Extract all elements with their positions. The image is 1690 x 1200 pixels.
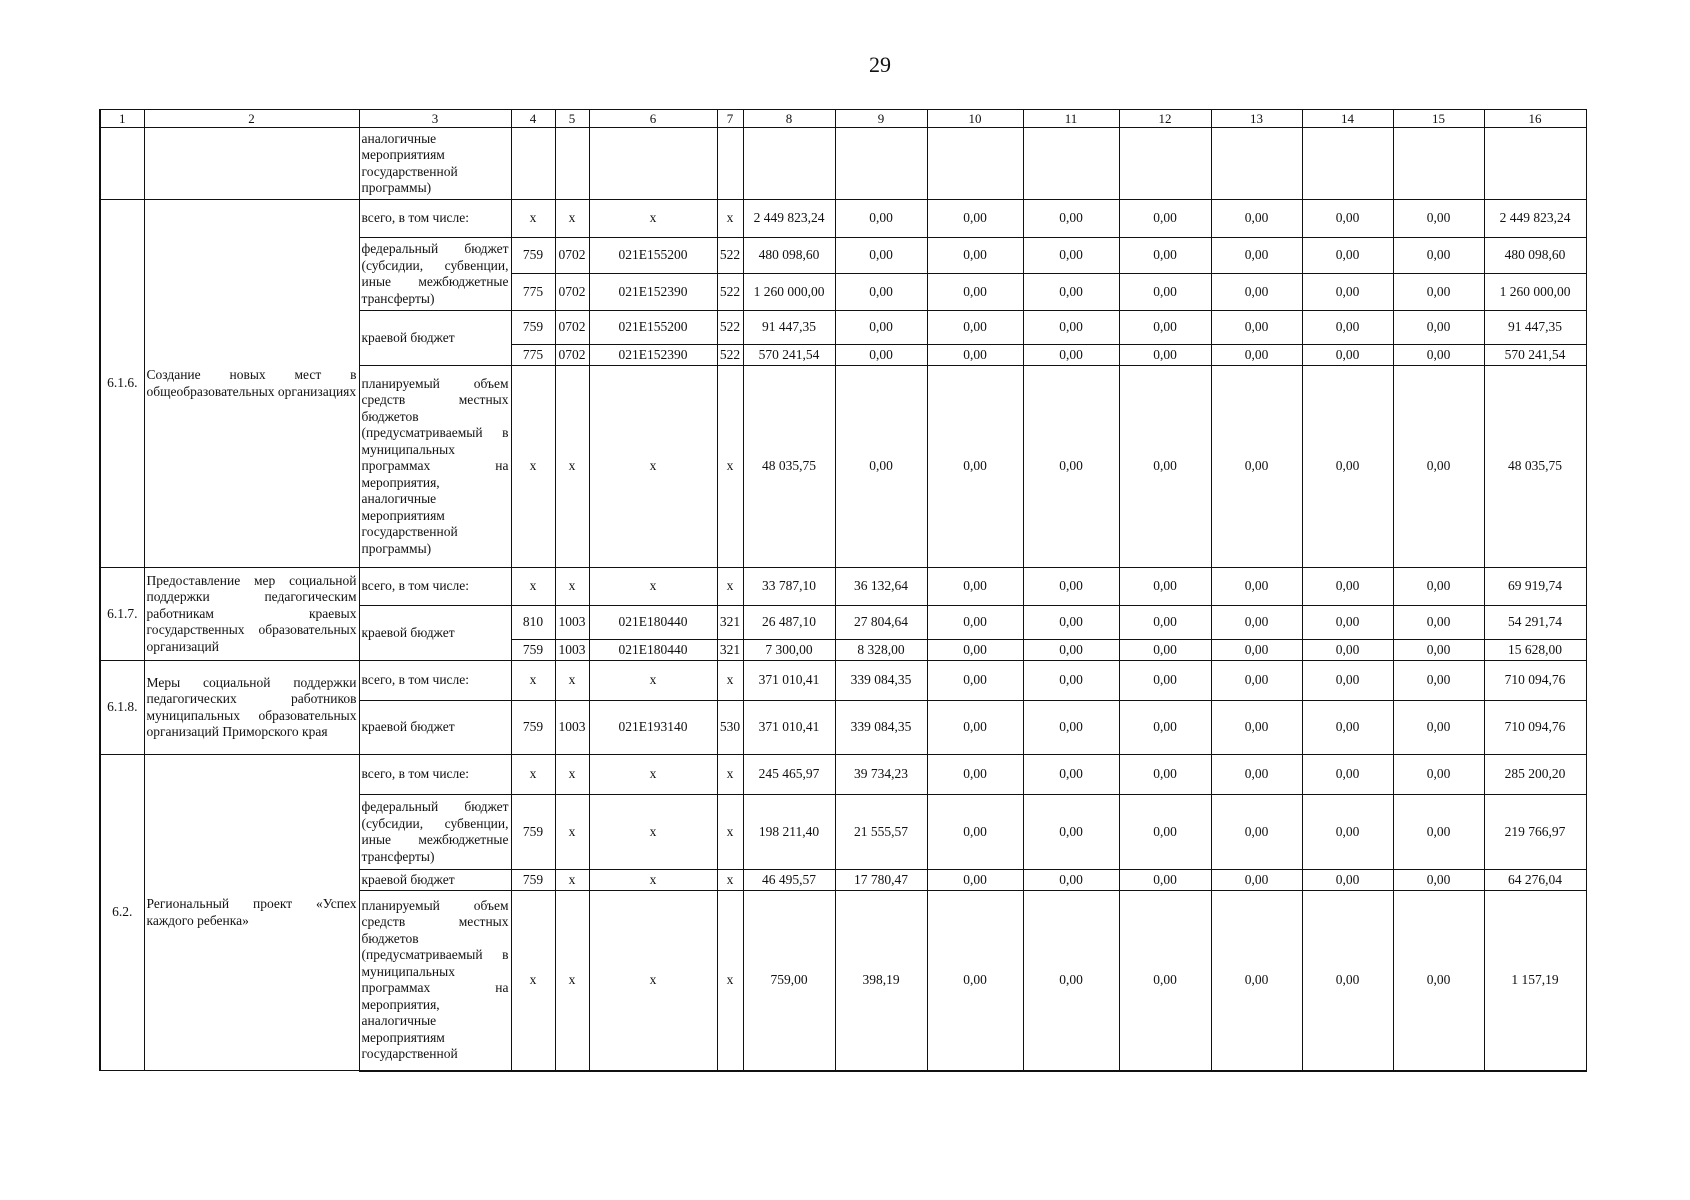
- value-cell: 0,00: [1302, 238, 1393, 274]
- value-cell: 0,00: [1211, 345, 1302, 366]
- funding-source: планируемый объем средств местных бюджетов (предусматриваемый в муниципальных программах на мероприятия, аналогичные мероприятиям государственной: [359, 891, 511, 1071]
- funding-source: краевой бюджет: [359, 311, 511, 366]
- value-cell: 0,00: [927, 200, 1023, 238]
- table-row: [100, 661, 1586, 701]
- empty-cell: [743, 128, 835, 200]
- empty-cell: [927, 128, 1023, 200]
- value-cell: 0,00: [927, 568, 1023, 606]
- value-cell: 7 300,00: [743, 640, 835, 661]
- value-cell: 0,00: [1393, 568, 1484, 606]
- table-row: [100, 200, 1586, 238]
- value-cell: 0,00: [1023, 274, 1119, 311]
- value-cell: 0,00: [1302, 891, 1393, 1071]
- value-cell: 285 200,20: [1484, 755, 1586, 795]
- value-cell: 0,00: [1211, 274, 1302, 311]
- value-cell: 0,00: [1393, 311, 1484, 345]
- empty-cell: [511, 128, 555, 200]
- code-cell: 1003: [555, 701, 589, 755]
- value-cell: 0,00: [1302, 274, 1393, 311]
- value-cell: 0,00: [1302, 870, 1393, 891]
- code-cell: x: [589, 200, 717, 238]
- header-cell: 4: [511, 110, 555, 128]
- value-cell: 0,00: [1023, 795, 1119, 870]
- code-cell: x: [555, 366, 589, 568]
- funding-source: краевой бюджет: [359, 870, 511, 891]
- value-cell: 0,00: [1119, 366, 1211, 568]
- funding-source: краевой бюджет: [359, 701, 511, 755]
- measure-name: Предоставление мер социальной поддержки педагогическим работникам краевых государственных образовательных организаций: [144, 568, 359, 661]
- code-cell: x: [717, 870, 743, 891]
- header-cell: 5: [555, 110, 589, 128]
- header-cell: 12: [1119, 110, 1211, 128]
- code-cell: x: [511, 200, 555, 238]
- header-cell: 15: [1393, 110, 1484, 128]
- value-cell: 0,00: [1302, 311, 1393, 345]
- code-cell: 021E152390: [589, 345, 717, 366]
- value-cell: 0,00: [835, 311, 927, 345]
- value-cell: 570 241,54: [1484, 345, 1586, 366]
- value-cell: 0,00: [927, 606, 1023, 640]
- value-cell: 0,00: [1211, 311, 1302, 345]
- value-cell: 36 132,64: [835, 568, 927, 606]
- value-cell: 0,00: [1119, 568, 1211, 606]
- code-cell: x: [555, 568, 589, 606]
- value-cell: 91 447,35: [1484, 311, 1586, 345]
- value-cell: 0,00: [927, 311, 1023, 345]
- value-cell: 0,00: [927, 366, 1023, 568]
- header-cell: 13: [1211, 110, 1302, 128]
- value-cell: 0,00: [1393, 366, 1484, 568]
- code-cell: 759: [511, 870, 555, 891]
- empty-cell: [1211, 128, 1302, 200]
- value-cell: 371 010,41: [743, 661, 835, 701]
- row-number: 6.1.8.: [100, 661, 144, 755]
- value-cell: 0,00: [1119, 606, 1211, 640]
- value-cell: 0,00: [1211, 870, 1302, 891]
- code-cell: x: [511, 366, 555, 568]
- value-cell: 0,00: [1393, 891, 1484, 1071]
- value-cell: 710 094,76: [1484, 661, 1586, 701]
- value-cell: 759,00: [743, 891, 835, 1071]
- code-cell: x: [511, 568, 555, 606]
- code-cell: x: [589, 755, 717, 795]
- code-cell: 522: [717, 345, 743, 366]
- code-cell: 775: [511, 274, 555, 311]
- value-cell: 0,00: [1393, 274, 1484, 311]
- value-cell: 0,00: [1023, 640, 1119, 661]
- value-cell: 0,00: [927, 238, 1023, 274]
- value-cell: 0,00: [1393, 606, 1484, 640]
- value-cell: 0,00: [927, 661, 1023, 701]
- funding-source: федеральный бюджет (субсидии, субвенции, иные межбюджетные трансферты): [359, 238, 511, 311]
- code-cell: x: [511, 891, 555, 1071]
- value-cell: 0,00: [1302, 701, 1393, 755]
- value-cell: 0,00: [1119, 870, 1211, 891]
- row-number: 6.2.: [100, 755, 144, 1071]
- code-cell: x: [589, 366, 717, 568]
- code-cell: 021E152390: [589, 274, 717, 311]
- measure-name: Региональный проект «Успех каждого ребенка»: [144, 755, 359, 1071]
- value-cell: 0,00: [1302, 795, 1393, 870]
- code-cell: x: [555, 755, 589, 795]
- table-row: [100, 755, 1586, 795]
- value-cell: 0,00: [1119, 345, 1211, 366]
- value-cell: 0,00: [1023, 870, 1119, 891]
- code-cell: x: [589, 795, 717, 870]
- code-cell: 522: [717, 274, 743, 311]
- code-cell: x: [717, 755, 743, 795]
- value-cell: 0,00: [1302, 606, 1393, 640]
- value-cell: 0,00: [835, 366, 927, 568]
- empty-cell: [1302, 128, 1393, 200]
- value-cell: 0,00: [1302, 366, 1393, 568]
- value-cell: 480 098,60: [1484, 238, 1586, 274]
- value-cell: 0,00: [835, 345, 927, 366]
- measure-name: Меры социальной поддержки педагогических работников муниципальных образовательных организаций Приморского края: [144, 661, 359, 755]
- value-cell: 54 291,74: [1484, 606, 1586, 640]
- value-cell: 0,00: [927, 640, 1023, 661]
- code-cell: x: [555, 200, 589, 238]
- code-cell: 021E180440: [589, 606, 717, 640]
- value-cell: 2 449 823,24: [743, 200, 835, 238]
- funding-source: краевой бюджет: [359, 606, 511, 661]
- value-cell: 0,00: [1393, 238, 1484, 274]
- code-cell: 021E193140: [589, 701, 717, 755]
- code-cell: x: [555, 795, 589, 870]
- code-cell: x: [589, 568, 717, 606]
- value-cell: 0,00: [1023, 891, 1119, 1071]
- code-cell: 021E155200: [589, 238, 717, 274]
- code-cell: x: [717, 200, 743, 238]
- measure-name: Создание новых мест в общеобразовательных организациях: [144, 200, 359, 568]
- empty-cell: [717, 128, 743, 200]
- code-cell: 1003: [555, 606, 589, 640]
- value-cell: 0,00: [1023, 661, 1119, 701]
- value-cell: 0,00: [1023, 701, 1119, 755]
- code-cell: x: [555, 661, 589, 701]
- code-cell: 530: [717, 701, 743, 755]
- value-cell: 0,00: [1119, 755, 1211, 795]
- header-cell: 2: [144, 110, 359, 128]
- empty-cell: [100, 128, 144, 200]
- code-cell: 522: [717, 238, 743, 274]
- header-cell: 1: [100, 110, 144, 128]
- header-cell: 6: [589, 110, 717, 128]
- page-number: 29: [869, 52, 891, 77]
- code-cell: 0702: [555, 274, 589, 311]
- value-cell: 0,00: [927, 870, 1023, 891]
- funding-source: всего, в том числе:: [359, 661, 511, 701]
- value-cell: 371 010,41: [743, 701, 835, 755]
- value-cell: 0,00: [1023, 568, 1119, 606]
- value-cell: 570 241,54: [743, 345, 835, 366]
- value-cell: 0,00: [835, 274, 927, 311]
- value-cell: 0,00: [1023, 606, 1119, 640]
- code-cell: 522: [717, 311, 743, 345]
- value-cell: 0,00: [835, 238, 927, 274]
- value-cell: 0,00: [1393, 795, 1484, 870]
- budget-table: [99, 109, 1587, 1072]
- value-cell: 0,00: [1302, 640, 1393, 661]
- value-cell: 198 211,40: [743, 795, 835, 870]
- value-cell: 0,00: [1023, 366, 1119, 568]
- value-cell: 245 465,97: [743, 755, 835, 795]
- value-cell: 0,00: [1393, 701, 1484, 755]
- value-cell: 0,00: [1023, 238, 1119, 274]
- funding-source: всего, в том числе:: [359, 568, 511, 606]
- value-cell: 91 447,35: [743, 311, 835, 345]
- value-cell: 26 487,10: [743, 606, 835, 640]
- value-cell: 0,00: [1211, 238, 1302, 274]
- value-cell: 0,00: [1302, 661, 1393, 701]
- value-cell: 0,00: [927, 795, 1023, 870]
- code-cell: 1003: [555, 640, 589, 661]
- empty-cell: [144, 128, 359, 200]
- value-cell: 8 328,00: [835, 640, 927, 661]
- value-cell: 0,00: [1211, 891, 1302, 1071]
- header-cell: 16: [1484, 110, 1586, 128]
- code-cell: 0702: [555, 238, 589, 274]
- value-cell: 0,00: [1393, 755, 1484, 795]
- value-cell: 0,00: [1119, 795, 1211, 870]
- header-cell: 10: [927, 110, 1023, 128]
- code-cell: x: [717, 568, 743, 606]
- value-cell: 33 787,10: [743, 568, 835, 606]
- value-cell: 0,00: [1119, 200, 1211, 238]
- value-cell: 219 766,97: [1484, 795, 1586, 870]
- value-cell: 0,00: [1302, 200, 1393, 238]
- empty-cell: [1393, 128, 1484, 200]
- value-cell: 0,00: [927, 701, 1023, 755]
- value-cell: 398,19: [835, 891, 927, 1071]
- empty-cell: [1484, 128, 1586, 200]
- code-cell: 759: [511, 640, 555, 661]
- code-cell: x: [717, 891, 743, 1071]
- value-cell: 64 276,04: [1484, 870, 1586, 891]
- code-cell: x: [555, 891, 589, 1071]
- value-cell: 0,00: [1211, 568, 1302, 606]
- value-cell: 0,00: [1023, 311, 1119, 345]
- code-cell: x: [511, 661, 555, 701]
- value-cell: 0,00: [1211, 701, 1302, 755]
- funding-source: всего, в том числе:: [359, 200, 511, 238]
- value-cell: 0,00: [1211, 200, 1302, 238]
- funding-source: федеральный бюджет (субсидии, субвенции, иные межбюджетные трансферты): [359, 795, 511, 870]
- code-cell: 321: [717, 606, 743, 640]
- row-number: 6.1.7.: [100, 568, 144, 661]
- code-cell: 021E180440: [589, 640, 717, 661]
- value-cell: 0,00: [1119, 274, 1211, 311]
- header-row: [100, 110, 1586, 128]
- code-cell: x: [511, 755, 555, 795]
- value-cell: 39 734,23: [835, 755, 927, 795]
- code-cell: 810: [511, 606, 555, 640]
- code-cell: 759: [511, 311, 555, 345]
- value-cell: 15 628,00: [1484, 640, 1586, 661]
- header-cell: 9: [835, 110, 927, 128]
- value-cell: 0,00: [1211, 366, 1302, 568]
- value-cell: 0,00: [1393, 200, 1484, 238]
- header-cell: 11: [1023, 110, 1119, 128]
- value-cell: 0,00: [1393, 345, 1484, 366]
- value-cell: 0,00: [927, 345, 1023, 366]
- empty-cell: [555, 128, 589, 200]
- empty-cell: [589, 128, 717, 200]
- value-cell: 1 260 000,00: [1484, 274, 1586, 311]
- value-cell: 0,00: [1023, 200, 1119, 238]
- value-cell: 48 035,75: [743, 366, 835, 568]
- value-cell: 0,00: [927, 274, 1023, 311]
- empty-cell: [1119, 128, 1211, 200]
- value-cell: 0,00: [1023, 755, 1119, 795]
- code-cell: x: [555, 870, 589, 891]
- table-row: [100, 128, 1586, 200]
- value-cell: 0,00: [1119, 640, 1211, 661]
- value-cell: 17 780,47: [835, 870, 927, 891]
- code-cell: 321: [717, 640, 743, 661]
- code-cell: 759: [511, 238, 555, 274]
- value-cell: 0,00: [1119, 891, 1211, 1071]
- code-cell: x: [717, 661, 743, 701]
- code-cell: x: [589, 870, 717, 891]
- code-cell: x: [717, 366, 743, 568]
- header-cell: 8: [743, 110, 835, 128]
- value-cell: 27 804,64: [835, 606, 927, 640]
- value-cell: 0,00: [1211, 606, 1302, 640]
- value-cell: 0,00: [835, 200, 927, 238]
- code-cell: x: [589, 891, 717, 1071]
- header-cell: 3: [359, 110, 511, 128]
- value-cell: 0,00: [1211, 661, 1302, 701]
- value-cell: 2 449 823,24: [1484, 200, 1586, 238]
- value-cell: 710 094,76: [1484, 701, 1586, 755]
- funding-source: всего, в том числе:: [359, 755, 511, 795]
- value-cell: 0,00: [927, 891, 1023, 1071]
- value-cell: 0,00: [1302, 345, 1393, 366]
- value-cell: 0,00: [1119, 701, 1211, 755]
- value-cell: 0,00: [1119, 238, 1211, 274]
- table-row: [100, 568, 1586, 606]
- value-cell: 0,00: [1302, 755, 1393, 795]
- code-cell: x: [717, 795, 743, 870]
- value-cell: 1 157,19: [1484, 891, 1586, 1071]
- value-cell: 0,00: [1302, 568, 1393, 606]
- header-cell: 7: [717, 110, 743, 128]
- code-cell: 0702: [555, 345, 589, 366]
- value-cell: 0,00: [927, 755, 1023, 795]
- funding-source: аналогичные мероприятиям государственной программы): [359, 128, 511, 200]
- code-cell: 0702: [555, 311, 589, 345]
- value-cell: 339 084,35: [835, 661, 927, 701]
- value-cell: 0,00: [1119, 311, 1211, 345]
- code-cell: x: [589, 661, 717, 701]
- value-cell: 0,00: [1211, 640, 1302, 661]
- value-cell: 0,00: [1211, 795, 1302, 870]
- value-cell: 480 098,60: [743, 238, 835, 274]
- row-number: 6.1.6.: [100, 200, 144, 568]
- value-cell: 0,00: [1023, 345, 1119, 366]
- header-cell: 14: [1302, 110, 1393, 128]
- value-cell: 21 555,57: [835, 795, 927, 870]
- value-cell: 1 260 000,00: [743, 274, 835, 311]
- value-cell: 0,00: [1119, 661, 1211, 701]
- value-cell: 69 919,74: [1484, 568, 1586, 606]
- code-cell: 775: [511, 345, 555, 366]
- value-cell: 339 084,35: [835, 701, 927, 755]
- value-cell: 0,00: [1393, 870, 1484, 891]
- funding-source: планируемый объем средств местных бюджетов (предусматриваемый в муниципальных программах на мероприятия, аналогичные мероприятиям государственной программы): [359, 366, 511, 568]
- empty-cell: [835, 128, 927, 200]
- value-cell: 0,00: [1393, 661, 1484, 701]
- code-cell: 759: [511, 701, 555, 755]
- code-cell: 759: [511, 795, 555, 870]
- value-cell: 0,00: [1211, 755, 1302, 795]
- value-cell: 46 495,57: [743, 870, 835, 891]
- value-cell: 0,00: [1393, 640, 1484, 661]
- empty-cell: [1023, 128, 1119, 200]
- code-cell: 021E155200: [589, 311, 717, 345]
- value-cell: 48 035,75: [1484, 366, 1586, 568]
